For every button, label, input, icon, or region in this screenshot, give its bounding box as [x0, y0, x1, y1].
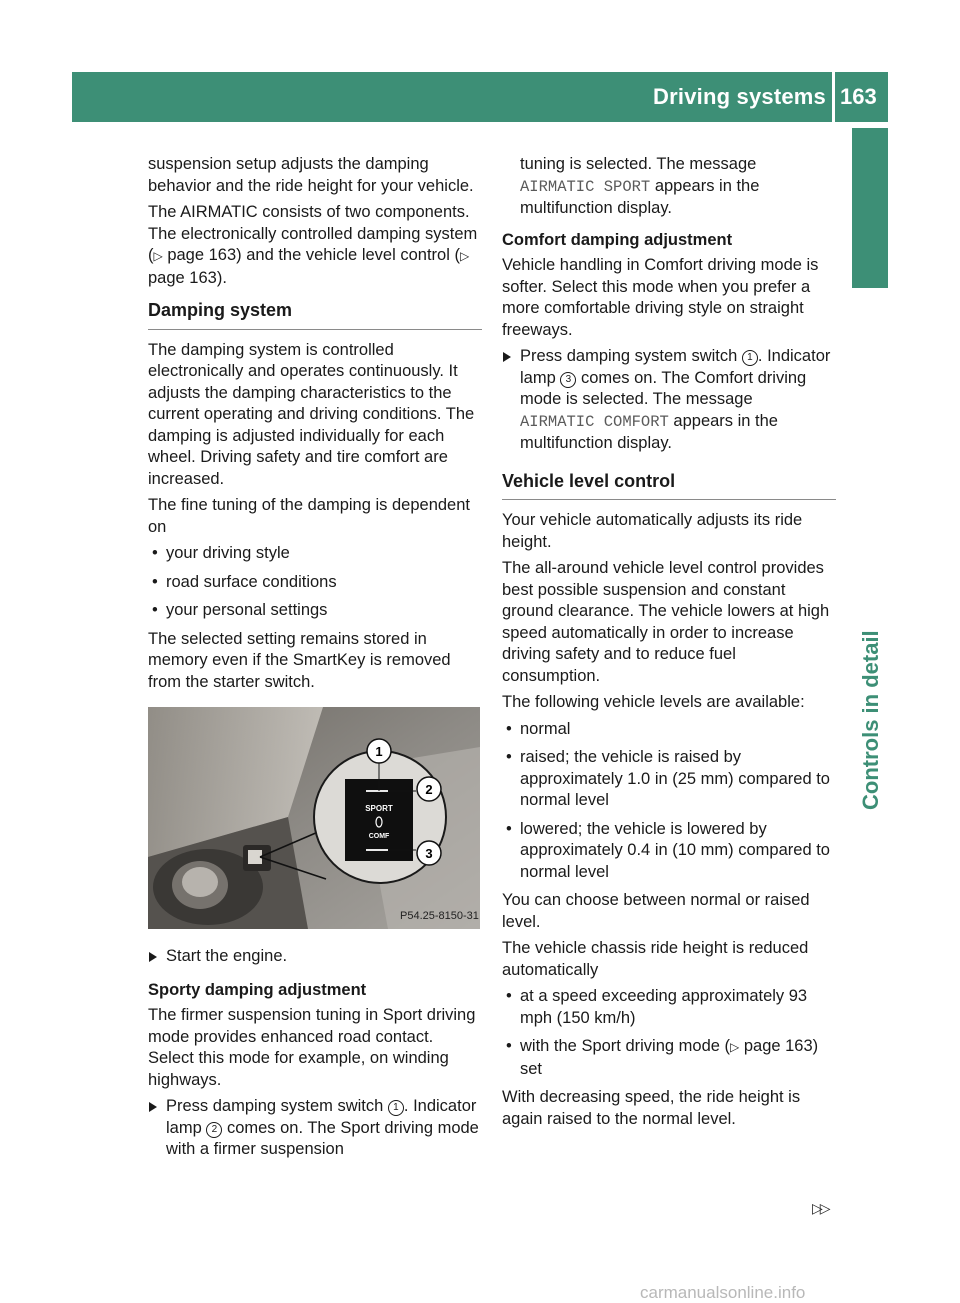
section-title: Driving systems: [653, 84, 826, 109]
photo-code: P54.25-8150-31: [400, 910, 479, 922]
header-divider: [832, 72, 835, 122]
callout-3: 3: [425, 846, 433, 861]
left-column: [148, 154, 482, 698]
heading-sporty: Sporty damping adjustment: [148, 980, 367, 999]
side-tab: [852, 128, 888, 288]
callout-ref-1: 1: [388, 1100, 404, 1116]
switch-label-sport: SPORT: [365, 804, 393, 813]
callout-2: 2: [425, 782, 433, 797]
levels-available-paragraph: The following vehicle levels are available:: [502, 693, 805, 711]
sport-message-paragraph: tuning is selected. The message AIRMATIC SPORT appears in the multifunction display.: [520, 155, 760, 217]
page-ref-arrow-icon: ▷: [730, 1040, 740, 1054]
intro-paragraph: suspension setup adjusts the damping behavior and the ride height for your vehicle.: [148, 155, 474, 195]
right-column: [502, 154, 836, 1135]
list-item: • at a speed exceeding approximately 93 mph (150 km/h): [502, 986, 836, 1029]
callout-1: 1: [375, 744, 383, 759]
side-tab-label: Controls in detail: [858, 630, 883, 810]
page-ref-link[interactable]: page 163: [167, 246, 237, 264]
callout-ref-3: 3: [560, 372, 576, 388]
level-control-paragraph: The all-around vehicle level control provides best possible suspension and constant ground clearance. The vehicle lowers at high speed automatically in order to increase driving safety and to reduce fuel consumption.: [502, 559, 830, 685]
page-ref-arrow-icon: ▷: [459, 249, 470, 263]
page-ref-link[interactable]: page 163: [148, 268, 217, 287]
sporty-paragraph: The firmer suspension tuning in Sport driving mode provides enhanced road contact. Select this mode for example, on winding highways.: [148, 1006, 476, 1089]
page-number: 163: [840, 84, 877, 109]
level-intro-paragraph: Your vehicle automatically adjusts its ride height.: [502, 511, 803, 551]
display-message-comfort: AIRMATIC COMFORT: [520, 412, 669, 431]
fine-tuning-paragraph: The fine tuning of the damping is dependent on: [148, 496, 470, 536]
reduced-height-paragraph: The vehicle chassis ride height is reduced automatically: [502, 939, 809, 979]
switch-label-comf: COMF: [368, 833, 390, 840]
watermark: carmanualsonline.info: [640, 1283, 806, 1302]
list-item: • raised; the vehicle is raised by approximately 1.0 in (25 mm) compared to normal level: [502, 747, 836, 812]
list-item: • road surface conditions: [148, 572, 482, 594]
heading-comfort: Comfort damping adjustment: [502, 230, 733, 249]
console-illustration: [148, 707, 480, 929]
step-start-engine: Start the engine.: [148, 946, 482, 968]
step-comfort-mode: Press damping system switch 1 . Indicator lamp 3 comes on. The Comfort driving mode is selected. The message AIRMATIC COMFORT appears in the multifunction display.: [502, 346, 836, 455]
comfort-paragraph: Vehicle handling in Comfort driving mode is softer. Select this mode when you prefer a more comfortable driving style on straight freeways.: [502, 256, 819, 339]
components-paragraph: The AIRMATIC consists of two components. The electronically controlled damping system (▷ page 163) and the vehicle level control (▷ page 163).: [148, 203, 478, 287]
stored-setting-paragraph: The selected setting remains stored in memory even if the SmartKey is removed from the starter switch.: [148, 629, 451, 691]
list-item: • your driving style: [148, 543, 482, 565]
list-item: • with the Sport driving mode (▷ page 163) set: [502, 1036, 836, 1080]
page-ref-link[interactable]: page 163: [743, 1037, 813, 1055]
list-item: • lowered; the vehicle is lowered by approximately 0.4 in (10 mm) compared to normal level: [502, 819, 836, 884]
callout-ref-1: 1: [742, 350, 758, 366]
choose-level-paragraph: You can choose between normal or raised level.: [502, 891, 810, 931]
damping-switch-photo: [148, 707, 480, 929]
page-ref-arrow-icon: ▷: [153, 249, 163, 263]
step-sport-mode: Press damping system switch 1 . Indicator lamp 2 comes on. The Sport driving mode with a firmer suspension: [148, 1096, 482, 1161]
continue-arrows-icon: ▷▷: [812, 1200, 828, 1216]
raised-again-paragraph: With decreasing speed, the ride height is again raised to the normal level.: [502, 1088, 801, 1128]
list-item: • normal: [502, 719, 836, 741]
heading-damping-system: Damping system: [148, 294, 482, 330]
heading-vehicle-level: Vehicle level control: [502, 465, 836, 501]
left-column-lower: [148, 946, 482, 1166]
display-message-sport: AIRMATIC SPORT: [520, 177, 651, 196]
callout-ref-2: 2: [206, 1122, 222, 1138]
damping-paragraph: The damping system is controlled electronically and operates continuously. It adjusts the damping characteristics to the current operating and driving conditions. The damping is adjusted individually for each wheel. Driving safety and tire comfort are increased.: [148, 340, 475, 488]
list-item: • your personal settings: [148, 600, 482, 622]
side-tab-label-wrap: [858, 550, 894, 810]
